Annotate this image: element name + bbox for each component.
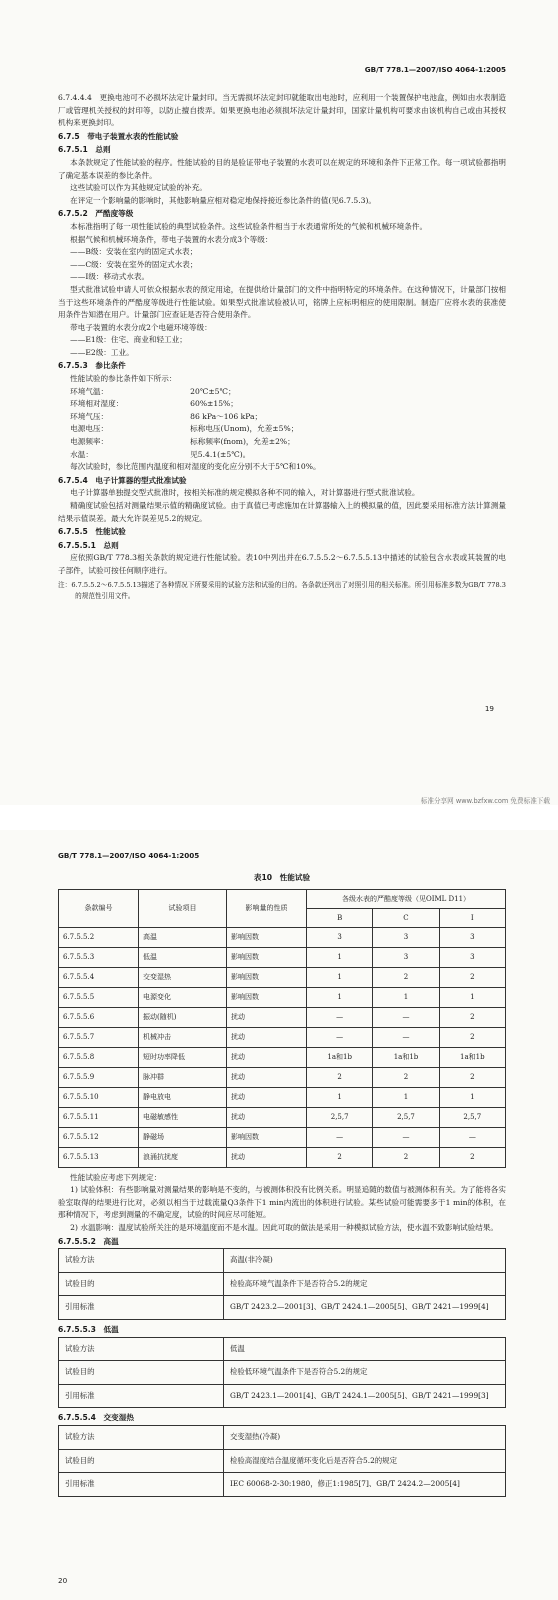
- cell-b: 3: [307, 927, 373, 947]
- table-row: [59, 1147, 506, 1167]
- cell-c: 2: [373, 1147, 439, 1167]
- paragraph: 应依照GB/T 778.3相关条款的规定进行性能试验。表10中列出并在6.7.5.5.2～6.7.5.5.13中描述的试验包含水表或其装置的电子部件，试验可按任何顺序进行。: [58, 553, 506, 575]
- cell-c: 1: [373, 987, 439, 1007]
- paragraph: 根据气候和机械环境条件，带电子装置的水表分成3个等级：: [70, 234, 273, 244]
- list-item: 电源电压： 标称电压(Unom)，允差±5%；: [70, 424, 299, 434]
- damp-heat-cyclic-spec-table: [58, 1425, 506, 1497]
- cell-item: 电源变化: [139, 987, 227, 1007]
- column-header: 影响量的性质: [227, 889, 307, 927]
- table-row: [59, 987, 506, 1007]
- cell-c: —: [373, 1127, 439, 1147]
- cell-clause: 6.7.5.5.10: [59, 1087, 139, 1107]
- cell-i: —: [439, 1127, 505, 1147]
- cell-i: 2: [439, 1067, 505, 1087]
- cell-nature: 影响因数: [227, 927, 307, 947]
- cell-c: 1: [373, 1087, 439, 1107]
- page-header: GB/T 778.1—2007/ISO 4064-1:2005: [58, 851, 200, 860]
- clause-6-7-4-4-4: 6.7.4.4.4 更换电池可不必损坏法定计量封印。当无需损坏法定封印就能取出电池时，应利用一个装置保护电池盒，例如由水表制造厂或管理机关授权的封印等，以防止擅自拨弄。如果更换电池必须损坏法定计量封印，国家计量机构可要求由该机构自己或由其授权机构来更换封印。: [58, 93, 506, 128]
- cell-clause: 6.7.5.5.4: [59, 967, 139, 987]
- cell-c: 2: [373, 967, 439, 987]
- cell-i: 3: [439, 927, 505, 947]
- page-header: GB/T 778.1—2007/ISO 4064-1:2005: [364, 65, 506, 74]
- cell-c: —: [373, 1027, 439, 1047]
- list-item: ——E1级：住宅、商业和轻工业；: [70, 335, 187, 345]
- column-header: 试验项目: [139, 889, 227, 927]
- cell-i: 1: [439, 1087, 505, 1107]
- cell-clause: 6.7.5.5.13: [59, 1147, 139, 1167]
- cell-clause: 6.7.5.5.5: [59, 987, 139, 1007]
- list-item: 电源频率： 标称频率(fnom)，允差±2%；: [70, 437, 295, 447]
- cell-c: 3: [373, 927, 439, 947]
- table-row: [59, 1007, 506, 1027]
- paragraph: 2) 水温影响：温度试验所关注的是环境温度而不是水温。因此可取的做法是采用一种模拟试验方法，使水温不致影响试验结果。: [70, 1222, 499, 1232]
- paragraph: 1) 试验体积：有些影响量对测量结果的影响是不变的，与被测体积没有比例关系。明显追随的数值与被测体积有关。为了能将各实验室取得的结果进行比对，必须以相当于过载流量Q3条件下1 min内流出的体积进行试验。某些试验可能需要多于1 min的体积，在那种情况下，考虑到测量的不确定度，试验的时间应尽可能短。: [58, 1185, 506, 1220]
- page-gap: [0, 805, 558, 830]
- cell-nature: 扰动: [227, 1007, 307, 1027]
- heading-6-7-5-5-2: 6.7.5.5.2 高温: [58, 1236, 119, 1246]
- paragraph: 每次试验时，参比范围内温度和相对湿度的变化应分别不大于5℃和10%。: [70, 462, 321, 472]
- table-row: [59, 1107, 506, 1127]
- high-temperature-spec-table: [58, 1248, 506, 1320]
- table-row: 引用标准 IEC 60068-2-30:1980，修正1:1985[7]、GB/T 2424.2—2005[4]: [59, 1473, 506, 1497]
- paragraph: 本标准指明了每一项性能试验的典型试验条件。这些试验条件相当于水表通常所处的气候和机械环境条件。: [70, 221, 428, 231]
- list-item: ——E2级：工业。: [70, 347, 134, 357]
- paragraph: 性能试验应考虑下列规定：: [70, 1172, 162, 1182]
- low-temperature-spec-table: [58, 1337, 506, 1409]
- column-header: C: [373, 908, 439, 927]
- cell-nature: 影响因数: [227, 967, 307, 987]
- cell-clause: 6.7.5.5.2: [59, 927, 139, 947]
- reference-conditions-list: [58, 386, 506, 462]
- cell-item: 低温: [139, 947, 227, 967]
- document-page-20: [0, 830, 558, 1600]
- cell-item: 静磁场: [139, 1127, 227, 1147]
- cell-item: 交变湿热: [139, 967, 227, 987]
- column-header: 条款编号: [59, 889, 139, 927]
- cell-nature: 扰动: [227, 1147, 307, 1167]
- cell-b: 1: [307, 967, 373, 987]
- cell-nature: 扰动: [227, 1087, 307, 1107]
- paragraph: 型式批准试验申请人可依众根据水表的预定用途，在提供给计量部门的文件中指明特定的环境条件。在这种情况下，计量部门按相当于这些环境条件的严酷度等级进行性能试验。如果型式批准试验被认可，铭牌上应标明相应的使用限制。制造厂应将水表的获准使用条件告知潜在用户。计量部门应查证是否符合使用条件。: [58, 284, 506, 320]
- table-row: 试验方法 高温(非冷凝): [59, 1249, 506, 1273]
- column-header: B: [307, 908, 373, 927]
- table-row: 试验目的 检验高环境气温条件下是否符合5.2的规定: [59, 1272, 506, 1296]
- heading-6-7-5: 6.7.5 带电子装置水表的性能试验: [58, 131, 179, 141]
- cell-i: 1a和1b: [439, 1047, 505, 1067]
- cell-clause: 6.7.5.5.3: [59, 947, 139, 967]
- table-row: [59, 927, 506, 947]
- paragraph: 这些试验可以作为其他规定试验的补充。: [70, 183, 207, 193]
- table-caption: 表10 性能试验: [253, 873, 311, 882]
- cell-nature: 扰动: [227, 1107, 307, 1127]
- cell-b: 2: [307, 1067, 373, 1087]
- cell-nature: 扰动: [227, 1027, 307, 1047]
- cell-item: 脉冲群: [139, 1067, 227, 1087]
- table-row: [59, 967, 506, 987]
- paragraph: 性能试验的参比条件如下所示：: [70, 374, 177, 384]
- cell-i: 2: [439, 1147, 505, 1167]
- performance-test-table: [58, 889, 506, 1168]
- cell-nature: 扰动: [227, 1067, 307, 1087]
- paragraph: 精确度试验包括对测量结果示值的精确度试验。由于真值已考虑施加在计算器输入上的模拟量的值，因此要采用标准方法计算测量结果示值误差。最大允许误差见5.2的规定。: [58, 501, 506, 523]
- cell-i: 2: [439, 1027, 505, 1047]
- table-row: 引用标准 GB/T 2423.1—2001[4]、GB/T 2424.1—2005[5]、GB/T 2421—1999[3]: [59, 1384, 506, 1408]
- column-header: I: [439, 908, 505, 927]
- page-body: [58, 92, 506, 602]
- cell-b: 1a和1b: [307, 1047, 373, 1067]
- cell-i: 1: [439, 987, 505, 1007]
- heading-6-7-5-5-4: 6.7.5.5.4 交变湿热: [58, 1413, 134, 1423]
- heading-6-7-5-5: 6.7.5.5 性能试验: [58, 527, 126, 537]
- cell-clause: 6.7.5.5.6: [59, 1007, 139, 1027]
- cell-item: 静电放电: [139, 1087, 227, 1107]
- column-header: 各级水表的严酷度等级（见OIML D11）: [307, 889, 506, 908]
- list-item: 环境气温： 20℃±5℃；: [70, 386, 236, 396]
- heading-6-7-5-5-3: 6.7.5.5.3 低温: [58, 1324, 119, 1334]
- cell-i: 2: [439, 967, 505, 987]
- cell-clause: 6.7.5.5.11: [59, 1107, 139, 1127]
- cell-b: —: [307, 1127, 373, 1147]
- cell-c: 2: [373, 1067, 439, 1087]
- table-row: 引用标准 GB/T 2423.2—2001[3]、GB/T 2424.1—2005[5]、GB/T 2421—1999[4]: [59, 1296, 506, 1320]
- cell-nature: 影响因数: [227, 947, 307, 967]
- cell-item: 振动(随机): [139, 1007, 227, 1027]
- table-row: 试验目的 检验低环境气温条件下是否符合5.2的规定: [59, 1361, 506, 1385]
- cell-c: 3: [373, 947, 439, 967]
- table-row: [59, 1047, 506, 1067]
- paragraph: 本条款规定了性能试验的程序。性能试验的目的是验证带电子装置的水表可以在规定的环境和条件下正常工作。每一项试验都指明了确定基本误差的参比条件。: [58, 157, 506, 180]
- cell-item: 短时功率降低: [139, 1047, 227, 1067]
- cell-b: 1: [307, 1087, 373, 1107]
- page-number: 19: [484, 704, 494, 713]
- heading-6-7-5-2: 6.7.5.2 严酷度等级: [58, 209, 134, 219]
- table-row: [59, 1027, 506, 1047]
- cell-clause: 6.7.5.5.12: [59, 1127, 139, 1147]
- cell-nature: 影响因数: [227, 987, 307, 1007]
- cell-c: 1a和1b: [373, 1047, 439, 1067]
- list-item: 环境相对湿度： 60%±15%；: [70, 399, 238, 409]
- paragraph: 带电子装置的水表分成2个电磁环境等级：: [70, 322, 212, 332]
- cell-i: 3: [439, 947, 505, 967]
- cell-i: 2,5,7: [439, 1107, 505, 1127]
- paragraph: 在评定一个影响量的影响时，其他影响量应相对稳定地保持接近参比条件的值(见6.7.5.3)。: [70, 195, 377, 205]
- cell-b: 1: [307, 947, 373, 967]
- list-item: ——C级：安装在室外的固定式水表；: [70, 259, 198, 269]
- cell-b: —: [307, 1007, 373, 1027]
- cell-b: —: [307, 1027, 373, 1047]
- cell-clause: 6.7.5.5.9: [59, 1067, 139, 1087]
- list-item: 环境气压： 86 kPa～106 kPa；: [70, 411, 263, 421]
- cell-nature: 扰动: [227, 1047, 307, 1067]
- cell-clause: 6.7.5.5.7: [59, 1027, 139, 1047]
- heading-6-7-5-4: 6.7.5.4 电子计算器的型式批准试验: [58, 475, 187, 485]
- cell-item: 高温: [139, 927, 227, 947]
- list-item: ——I级：移动式水表。: [70, 272, 150, 282]
- cell-b: 2,5,7: [307, 1107, 373, 1127]
- cell-nature: 影响因数: [227, 1127, 307, 1147]
- cell-b: 2: [307, 1147, 373, 1167]
- table-row: 试验方法 低温: [59, 1337, 506, 1361]
- cell-item: 机械冲击: [139, 1027, 227, 1047]
- table-row: [59, 947, 506, 967]
- table-row: [59, 1087, 506, 1107]
- cell-item: 电磁敏感性: [139, 1107, 227, 1127]
- list-item: ——B级：安装在室内的固定式水表；: [70, 247, 198, 257]
- page-number: 20: [58, 1576, 68, 1585]
- table-row: [59, 1067, 506, 1087]
- cell-c: 2,5,7: [373, 1107, 439, 1127]
- page-body: [58, 872, 506, 1497]
- cell-clause: 6.7.5.5.8: [59, 1047, 139, 1067]
- heading-6-7-5-5-1: 6.7.5.5.1 总则: [58, 540, 119, 550]
- cell-item: 浪涌抗扰度: [139, 1147, 227, 1167]
- table-row: [59, 1127, 506, 1147]
- cell-b: 1: [307, 987, 373, 1007]
- watermark-text: 标准分享网 www.bzfxw.com 免费标准下载: [420, 797, 550, 805]
- note: 注：6.7.5.5.2～6.7.5.5.13描述了各种情况下所要采用的试验方法和试验的目的。各条款还列出了对照引用的相关标准。所引用标准多数为GB/T 778.3的规范性引用文件。: [58, 580, 506, 600]
- table-row: 试验方法 交变湿热(冷凝): [59, 1425, 506, 1449]
- cell-i: 2: [439, 1007, 505, 1027]
- table-row: 试验目的 检验高湿度结合温度循环变化后是否符合5.2的规定: [59, 1449, 506, 1473]
- list-item: 水温： 见5.4.1(±5℃)。: [70, 449, 251, 459]
- heading-6-7-5-1: 6.7.5.1 总则: [58, 145, 111, 155]
- heading-6-7-5-3: 6.7.5.3 参比条件: [58, 361, 126, 371]
- cell-c: —: [373, 1007, 439, 1027]
- paragraph: 电子计算器单独提交型式批准时，按相关标准的规定模拟各种不同的输入，对计算器进行型式批准试验。: [70, 488, 420, 498]
